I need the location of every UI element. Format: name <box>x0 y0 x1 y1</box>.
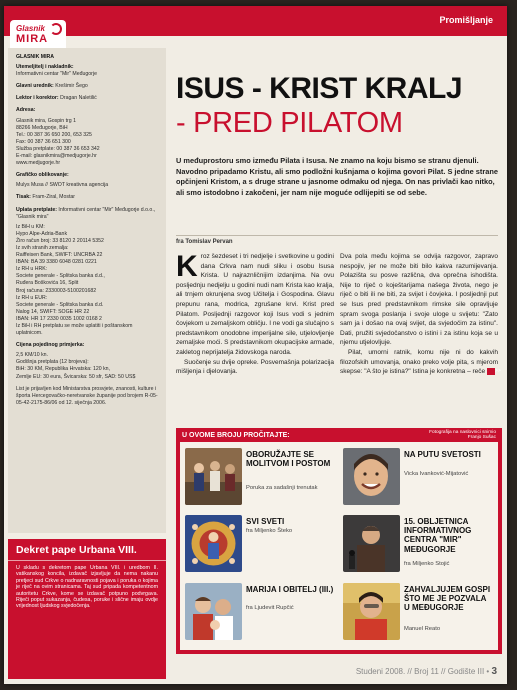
issue-item-title: NA PUTU SVETOSTI <box>404 450 481 459</box>
issue-item-title: SVI SVETI <box>246 517 285 526</box>
address-lines <box>16 118 158 168</box>
article-byline: fra Tomislav Pervan <box>176 235 498 245</box>
issue-photo-vicka <box>343 448 400 505</box>
editor: Glavni urednik: Krešimir Šego <box>16 83 88 90</box>
publisher: Utemeljitelj i nakladnik: Informativni centar "Mir" Međugorje <box>16 64 97 78</box>
issue-photo-family <box>185 583 242 640</box>
price-label: Cijena pojedinog primjerka: <box>16 342 85 349</box>
issue-item-subtitle: Manuel Reato <box>404 626 441 632</box>
payment-lines-line: Raiffeisen Bank, SWIFT: UNCRBA 22 <box>16 252 103 259</box>
issue-photo-manuel <box>343 583 400 640</box>
article-title: ISUS - KRIST KRALJ <box>176 72 463 105</box>
col1-paragraph-1: roz šezdeset i tri nedjelje i svetkovine u godini dana Crkva nam nudi sliku i osobu Isusa Krista. U najraznličnijim izdanjima. Na ovu posljednju nedjelju u godini nudi nam Krista kao kralja, ali trnjem okrunjena svog Učitelja i Gospodina. Glavu prepunu rana, modrica, zgrušane krvi. Krist pred Pilatom. Posljednji razgovor koji Isus vodi s jednim čovjekom u zemaljskom obličju. I ne vodi ga slučajno s predstavnikom onodobne imperijalne sile, utjelovljenje zemaljske moći. S predstavnikom okupacijske armade, zakletog neprijatelja židovskoga naroda. <box>176 253 334 356</box>
price-lines-line: Zemlje EU: 30 eura, Švicarska: 50 sfr, SAD: 50 US$ <box>16 373 136 380</box>
price-lines-line: BiH: 30 KM, Republika Hrvatska: 120 kn, <box>16 366 110 373</box>
issue-item-subtitle: Poruka za sadašnji trenutak <box>246 485 318 491</box>
address-lines-line: www.medjugorje.hr <box>16 160 61 167</box>
issue-item[interactable] <box>180 444 338 509</box>
section-label: Promišljanje <box>439 15 493 25</box>
payment-lines-line: Hypo Alpe-Adria-Bank <box>16 230 68 237</box>
address-lines-line: Služba pretplate: 00 387 36 653 342 <box>16 145 100 152</box>
issue-item-subtitle: fra Ljudevit Rupčić <box>246 605 294 611</box>
issue-item[interactable] <box>180 511 338 576</box>
payment-lines-line: Iz svih stranih zemalja: <box>16 244 69 251</box>
col2-paragraph-1: Dva pola među kojima se odvija razgovor, zapravo nespojiv, jer ne može biti bilo kakva razumijevanja. Polazišta su posve različna, dva oprečna ishodišta. Nije to riječ o koještarijama našega života, nego je riječ o biti ili ne biti, za svijet i čovjeka. I posljednji put se Isus pred predstavnikom rimske sile opravljuje spram svoga poslanja i svoje uloge u svijetu: "Zato sam ja i došao na ovaj svijet, da svjedočim za istinu". Dati, pružiti svjedočanstvo o istini i za istinu koja se u njemu utjelovljuje. <box>340 253 498 347</box>
issue-item-title: OBORUŽAJTE SE MOLITVOM I POSTOM <box>246 450 331 469</box>
payment-lines-line: Broj računa: 2330003-5100201682 <box>16 287 97 294</box>
payment: Uplata pretplate: Informativni centar "Mir" Međugorje d.o.o., "Glasnik mira" <box>16 206 156 220</box>
logo-line1: Glasnik <box>16 24 45 33</box>
cover-photo-credit: Fotografija na naslovnici snimio Franjo Sušac <box>429 429 496 440</box>
payment-lines-line: Žiro račun broj: 33 8120 2 20114 5352 <box>16 237 104 244</box>
issue-item[interactable] <box>338 579 496 644</box>
payment-lines-line: Ruđera Boškovića 16, Split <box>16 280 79 287</box>
masthead-sidebar <box>8 48 166 533</box>
issue-photo-all-saints <box>185 515 242 572</box>
issue-item-title: ZAHVALJUJEM GOSPI ŠTO ME JE POZVALA U MEĐUGORJE <box>404 585 491 613</box>
logo-line2: MIRA <box>16 33 49 45</box>
issue-photo-prayer <box>185 448 242 505</box>
article-column-2 <box>340 252 501 377</box>
dropcap: K <box>176 250 198 283</box>
decree-title: Dekret pape Urbana VIII. <box>8 539 166 561</box>
continue-arrow-icon: >> <box>487 368 495 375</box>
address-lines-line: 88266 Međugorje, BiH <box>16 124 68 131</box>
top-red-band <box>4 6 507 36</box>
design-label: Grafičko oblikovanje: <box>16 172 69 179</box>
page-footer: Studeni 2008. // Broj 11 // Godište III • 3 <box>355 666 497 677</box>
article-subtitle: - PRED PILATOM <box>176 107 403 139</box>
payment-lines-line: Iz BiH i RH pretplatu se može uplatiti i poštanskom uplatnicom. <box>16 323 133 337</box>
in-this-issue-box <box>176 428 502 654</box>
issue-item-title: 15. OBLJETNICA INFORMATIVNOG CENTRA "MIR" MEĐUGORJE <box>404 517 472 554</box>
article-lead: U međuprostoru smo između Pilata i Isusa. Ne znamo na koju bismo se stranu djenuli. Navodno pripadamo Kristu, ali smo podložni kušnjama o kojima govori Pilat. S jedne strane opčinjeni Kristom, a s druge strane u jasnome odmaku od njega. On nas privlači kao nitko, ali smo istodobno i zakočeni, jer nam nije moguće odlijepiti se od sebe. <box>176 156 498 198</box>
box-heading: U OVOME BROJU PROČITAJTE: <box>182 431 290 439</box>
issue-item-subtitle: fra Miljenko Stojić <box>404 561 450 567</box>
register-note: List je prijavljen kod Ministarstva prosvjete, znanosti, kulture i športa Hercegovačko-neretvanske županije pod brojem R-05-05-42-2175-86/06 od 12. siječnja 2006. <box>16 385 158 406</box>
logo-arc-icon <box>50 23 62 35</box>
page-number: 3 <box>491 666 497 677</box>
issue-item[interactable] <box>338 444 496 509</box>
payment-lines-line: Iz RH u EUR: <box>16 294 48 301</box>
article-column-1 <box>176 252 334 377</box>
print: Tisak: Fram-Ziral, Mostar <box>16 194 76 201</box>
payment-lines-line: Societe generale - Splitska banka d.d. <box>16 301 104 308</box>
payment-lines-line: Nalog 14, SWIFT: SOGE HR 22 <box>16 308 90 315</box>
masthead-title: GLASNIK MIRA <box>16 54 55 60</box>
address-lines-line: Glasnik mira, Gospin trg 1 <box>16 117 76 124</box>
design: Mulys Musa // SWOT kreativna agencija <box>16 182 109 189</box>
issue-info: Studeni 2008. // Broj 11 // Godište III <box>355 667 485 676</box>
decree-text: U skladu s dekretom pape Urbana VIII. i uredbom II. vatikanskog koncila, izdavač izjavljuje da nema nakanu pretjeci sud Crkve o nadnaravnosti pojava i poruka o kojima je riječ na ovim stranicama. Taj sud pripada kompetentnom autoritetu Crkve, kome se izdavač potpuno podvrgava. Riječi poput sukazanja, čudesa, poruke i slične imaju ovdje vrijednost ljudskog svjedočenja. <box>16 565 158 610</box>
col2-paragraph-2: Pilat, umorni ratnik, komu nije ni do kakvih filozofskih umovanja, onako preko volje pita, s mjerom skepse: "A što je istina?" Istina je konkretna – reče >> <box>340 348 501 376</box>
address-label: Adresa: <box>16 107 36 114</box>
issue-item-subtitle: Vicka Ivanković-Mijatović <box>404 471 469 477</box>
payment-lines-line: IBAN: BA 39 3380 6048 0281 0221 <box>16 259 97 266</box>
payment-lines-line: Societe generale - Splitska banka d.d., <box>16 273 105 280</box>
col1-paragraph-2: Suočenje su dvije opreke. Posvemašnja polarizacija mišljenja i djelovanja. <box>176 358 334 376</box>
issue-photo-anniversary <box>343 515 400 572</box>
address-lines-line: Tel.: 00 387 36 650 200, 653 325 <box>16 131 92 138</box>
decree-box <box>8 539 166 679</box>
price-lines-line: 2,5 KM/10 kn. <box>16 352 49 359</box>
address-lines-line: Fax: 00 387 36 651 300 <box>16 138 71 145</box>
magazine-page <box>4 6 507 684</box>
payment-lines-line: IBAN: HR 17 2330 0035 1002 0168 2 <box>16 315 102 322</box>
lector: Lektor i korektor: Dragan Naletilić <box>16 95 97 102</box>
issue-item-subtitle: fra Miljenko Šteko <box>246 528 293 534</box>
payment-lines-line: Iz RH u HRK: <box>16 266 48 273</box>
payment-lines <box>16 224 158 338</box>
issue-item[interactable] <box>338 511 496 576</box>
price-lines <box>16 352 158 380</box>
price-lines-line: Godišnja pretplata (12 brojeva): <box>16 359 89 366</box>
issue-item-title: MARIJA I OBITELJ (III.) <box>246 585 334 594</box>
address-lines-line: E-mail: glasnikmira@medjugorje.hr <box>16 153 97 160</box>
box-inner <box>180 442 498 650</box>
issue-item[interactable] <box>180 579 338 644</box>
box-header <box>176 428 502 442</box>
payment-lines-line: Iz BiH u KM: <box>16 223 45 230</box>
